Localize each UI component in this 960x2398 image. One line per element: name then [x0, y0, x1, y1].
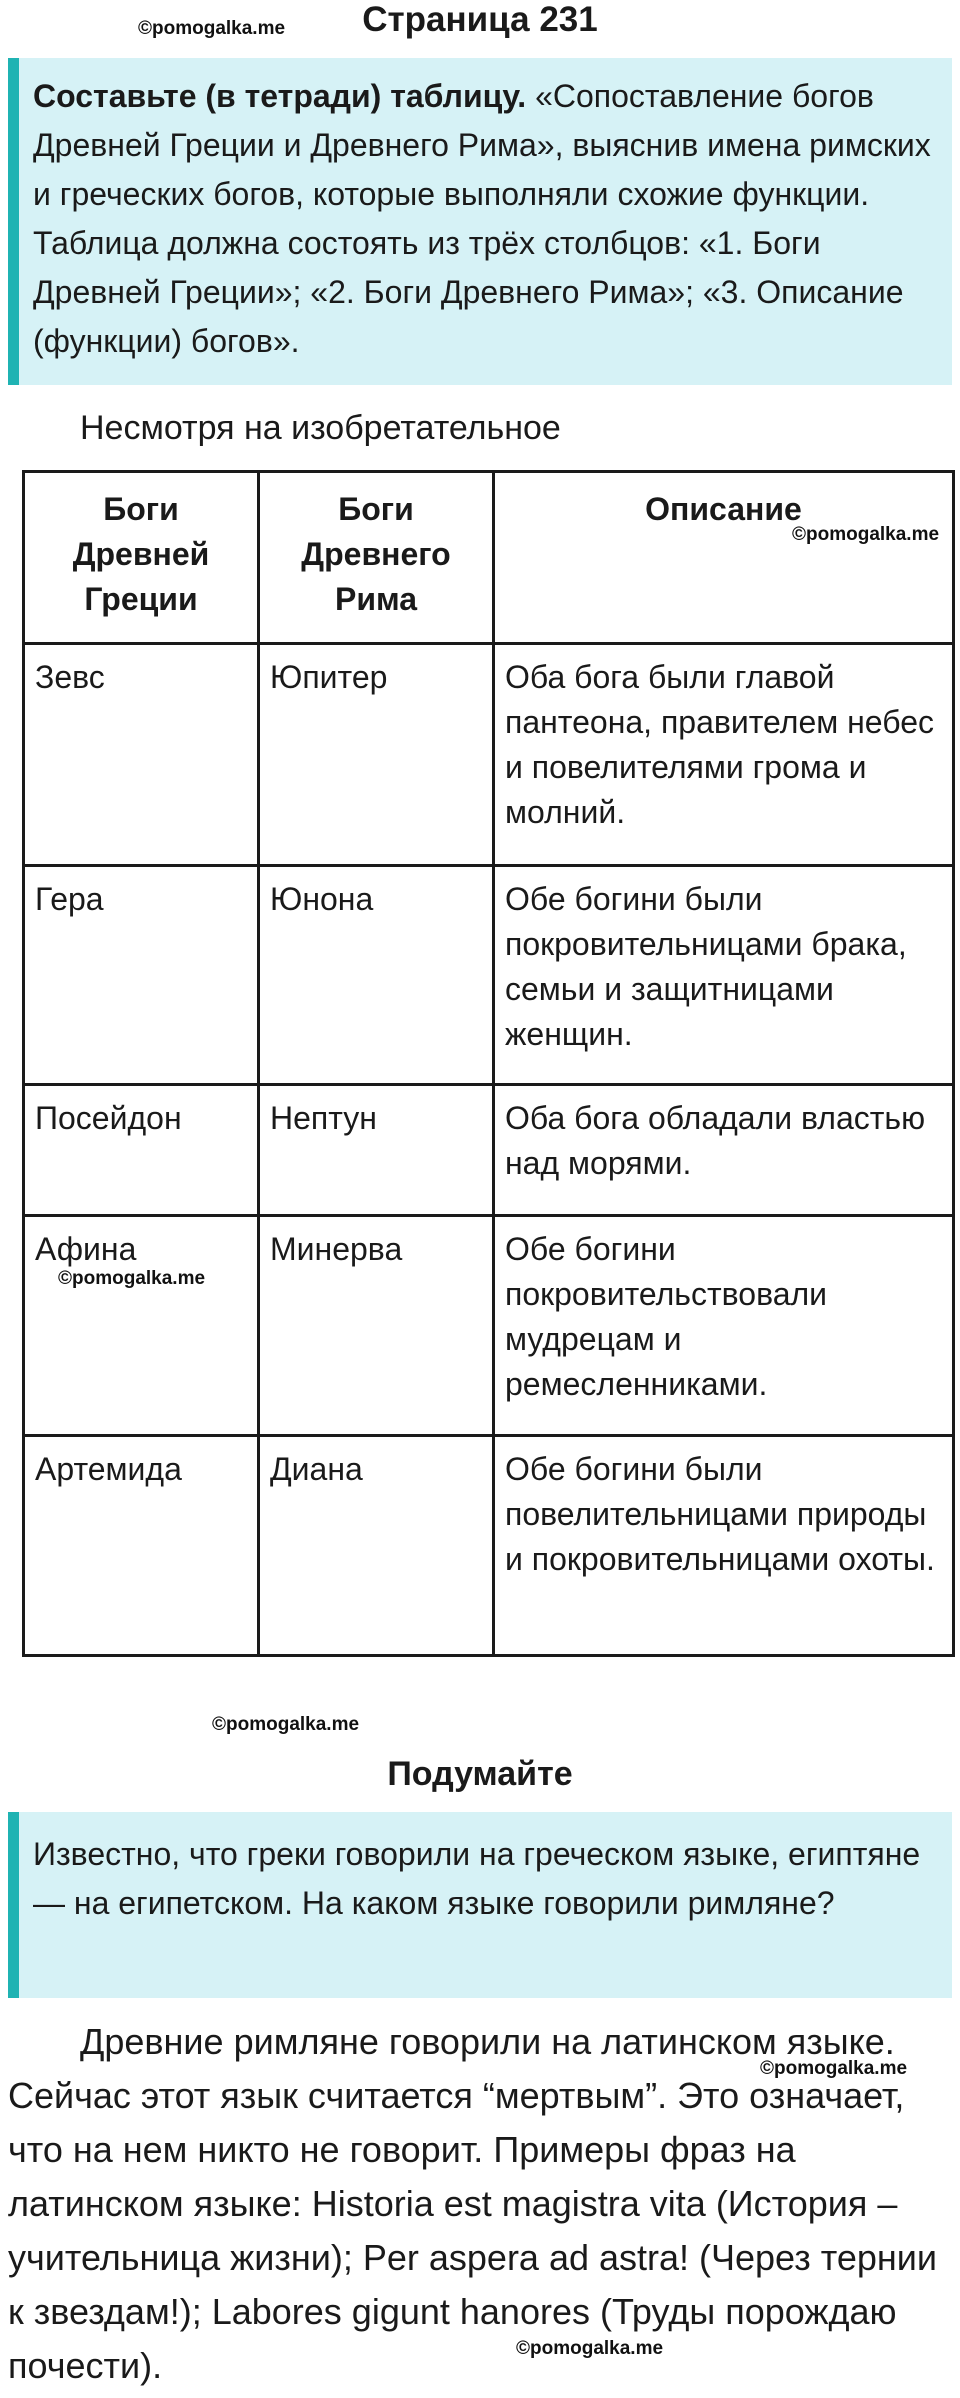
- description-cell: Обе богини покровительствовали мудрецам и ремесленниками.: [494, 1216, 954, 1436]
- greek-god-cell: Афина: [24, 1216, 259, 1436]
- task-bold: Составьте (в тетради) таблицу.: [33, 78, 527, 114]
- header-roman: Боги Древнего Рима: [259, 472, 494, 644]
- header-description: Описание: [494, 472, 954, 644]
- table-row: [24, 644, 954, 866]
- greek-god-cell: Зевс: [24, 644, 259, 866]
- greek-god-cell: Артемида: [24, 1436, 259, 1656]
- table-row: [24, 1216, 954, 1436]
- watermark: ©pomogalka.me: [58, 1268, 206, 1289]
- watermark: ©pomogalka.me: [760, 2058, 908, 2079]
- section-title: Подумайте: [387, 1755, 573, 1793]
- intro-text: Несмотря на изобретательное: [80, 409, 561, 447]
- task-text: «Сопоставление богов Древней Греции и Древнего Рима», выяснив имена римских и греческих богов, которые выполняли схожие функции. Таблица должна состоять из трёх столбцов: «1. Боги Древней Греции»; «2. Боги Древнего Рима»; «3. Описание (функции) богов».: [33, 78, 931, 359]
- description-cell: Обе богини были покровительницами брака, семьи и защитницами женщин.: [494, 866, 954, 1085]
- greek-god-cell: Гера: [24, 866, 259, 1085]
- description-cell: Оба бога были главой пантеона, правителем небес и повелителями грома и молний.: [494, 644, 954, 866]
- watermark: ©pomogalka.me: [138, 18, 286, 39]
- question-box: [8, 1812, 952, 1998]
- page-title: Страница 231: [362, 0, 598, 39]
- roman-god-cell: Минерва: [259, 1216, 494, 1436]
- task-box: [8, 58, 952, 385]
- table-header-row: [24, 472, 954, 644]
- table-row: [24, 1436, 954, 1656]
- description-cell: Обе богини были повелительницами природы и покровительницами охоты.: [494, 1436, 954, 1656]
- watermark: ©pomogalka.me: [212, 1714, 360, 1735]
- roman-god-cell: Юнона: [259, 866, 494, 1085]
- watermark: ©pomogalka.me: [792, 524, 940, 545]
- roman-god-cell: Диана: [259, 1436, 494, 1656]
- question-text: Известно, что греки говорили на греческом языке, египтяне — на египетском. На каком языке говорили римляне?: [33, 1836, 921, 1921]
- greek-god-cell: Посейдон: [24, 1085, 259, 1216]
- header-greek: Боги Древней Греции: [24, 472, 259, 644]
- table-row: [24, 1085, 954, 1216]
- roman-god-cell: Нептун: [259, 1085, 494, 1216]
- answer-text: Древние римляне говорили на латинском языке. Сейчас этот язык считается “мертвым”. Это означает, что на нем никто не говорит. Примеры фраз на латинском языке: Historia est magistra vita (История – учительница жизни); Per aspera ad astra! (Через тернии к звездам!); Labores gigunt hanores (Труды порождаю почести).: [8, 2021, 938, 2386]
- gods-table: [22, 470, 955, 1657]
- watermark: ©pomogalka.me: [516, 2338, 664, 2359]
- table-row: [24, 866, 954, 1085]
- description-cell: Оба бога обладали властью над морями.: [494, 1085, 954, 1216]
- roman-god-cell: Юпитер: [259, 644, 494, 866]
